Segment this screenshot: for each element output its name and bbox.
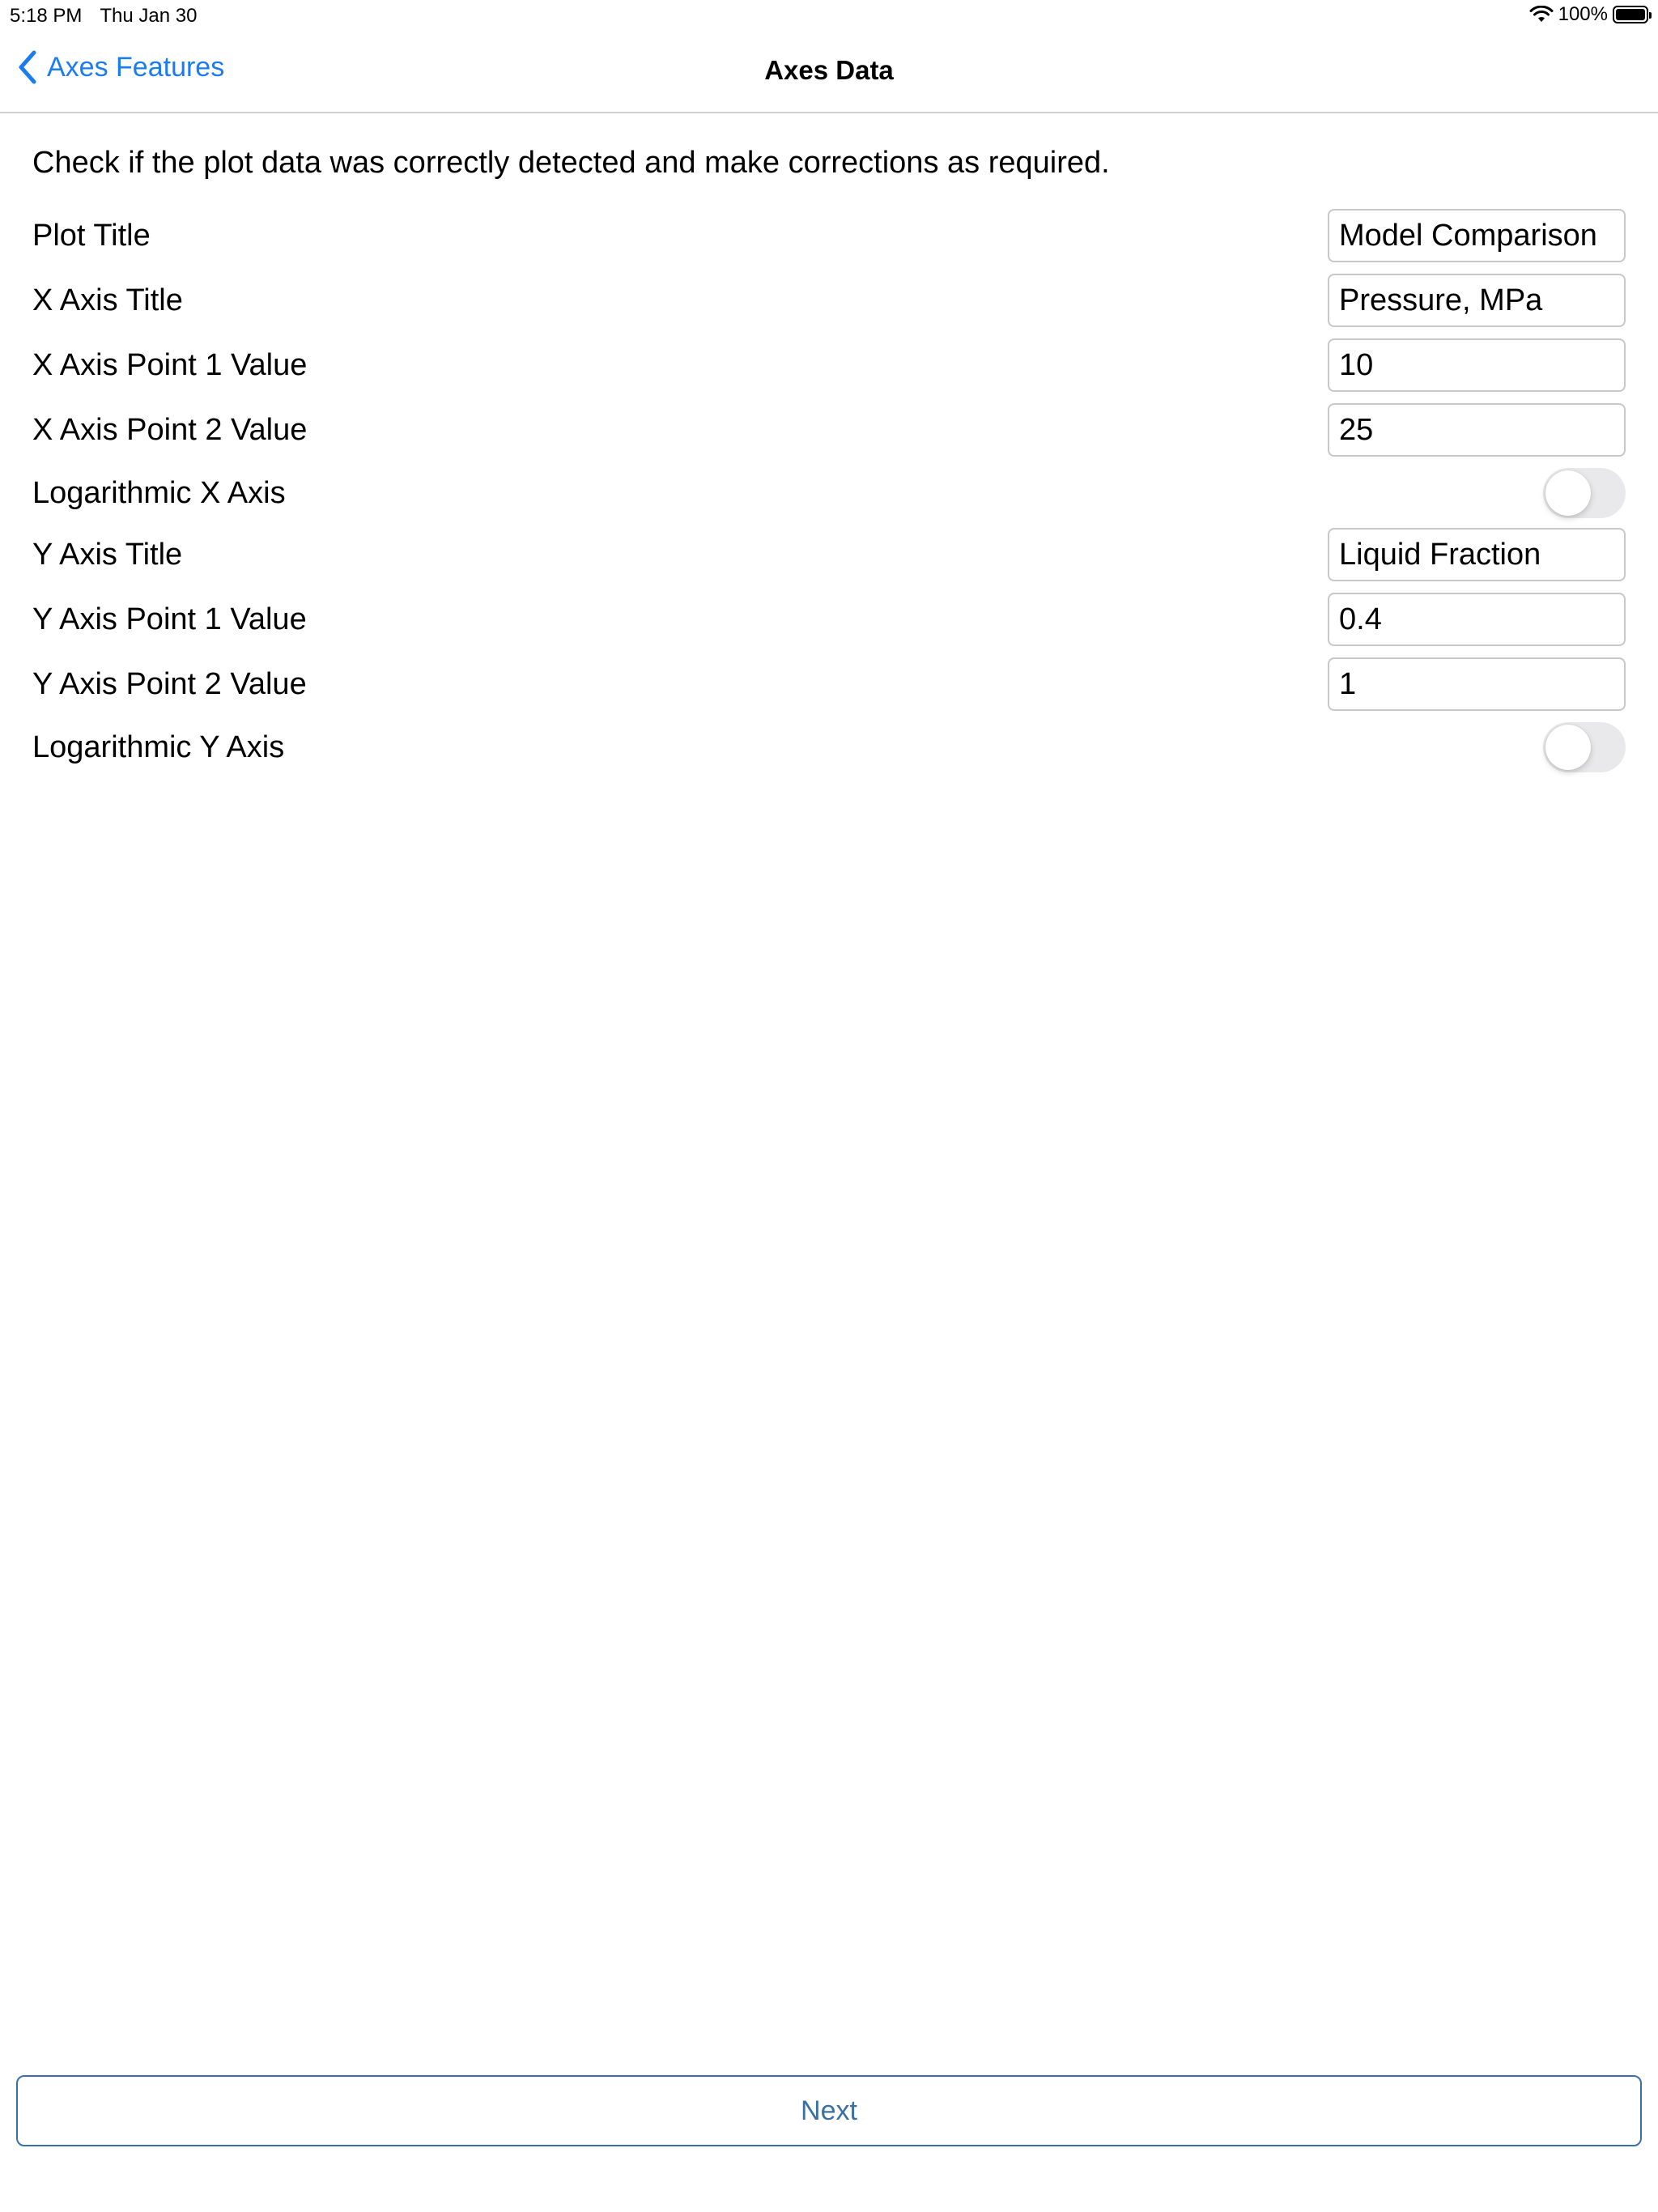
plot-title-label: Plot Title: [32, 219, 151, 253]
log-x-toggle[interactable]: [1543, 468, 1626, 518]
next-button[interactable]: Next: [16, 2075, 1642, 2146]
back-button-label: Axes Features: [47, 51, 225, 83]
y-axis-title-row: [32, 528, 1626, 583]
log-y-toggle[interactable]: [1543, 722, 1626, 772]
toggle-knob: [1545, 725, 1591, 770]
x-axis-title-label: X Axis Title: [32, 283, 183, 317]
x-point1-row: [32, 338, 1626, 393]
battery-percent: 100%: [1558, 3, 1608, 25]
y-axis-title-field[interactable]: [1328, 528, 1626, 581]
status-date: Thu Jan 30: [100, 5, 198, 27]
y-axis-title-label: Y Axis Title: [32, 538, 183, 572]
log-y-row: [32, 721, 1626, 776]
status-time: 5:18 PM: [10, 5, 83, 27]
toggle-knob: [1545, 470, 1591, 516]
status-bar: [0, 0, 1658, 32]
log-x-row: [32, 466, 1626, 521]
status-right: [1529, 3, 1648, 26]
battery-icon: [1613, 6, 1648, 23]
plot-title-field[interactable]: [1328, 209, 1626, 262]
navigation-bar: [0, 32, 1658, 113]
battery-fill: [1616, 9, 1645, 20]
page-title: Axes Data: [764, 55, 894, 85]
instructions-text: Check if the plot data was correctly detected and make corrections as required.: [32, 146, 1110, 180]
x-point2-label: X Axis Point 2 Value: [32, 413, 308, 447]
wifi-icon: [1529, 6, 1554, 23]
y-point2-label: Y Axis Point 2 Value: [32, 667, 307, 701]
status-left: [10, 5, 197, 28]
log-y-label: Logarithmic Y Axis: [32, 730, 285, 764]
x-axis-title-field[interactable]: [1328, 274, 1626, 327]
log-x-label: Logarithmic X Axis: [32, 476, 286, 510]
x-point1-field[interactable]: [1328, 338, 1626, 392]
battery-cap: [1649, 12, 1652, 19]
x-point2-field[interactable]: [1328, 403, 1626, 457]
x-point2-row: [32, 403, 1626, 458]
x-point1-label: X Axis Point 1 Value: [32, 348, 308, 382]
y-point1-field[interactable]: [1328, 593, 1626, 646]
y-point2-row: [32, 657, 1626, 713]
y-point2-field[interactable]: [1328, 657, 1626, 711]
x-axis-title-row: [32, 274, 1626, 329]
plot-title-row: [32, 209, 1626, 264]
y-point1-label: Y Axis Point 1 Value: [32, 602, 307, 636]
y-point1-row: [32, 593, 1626, 648]
